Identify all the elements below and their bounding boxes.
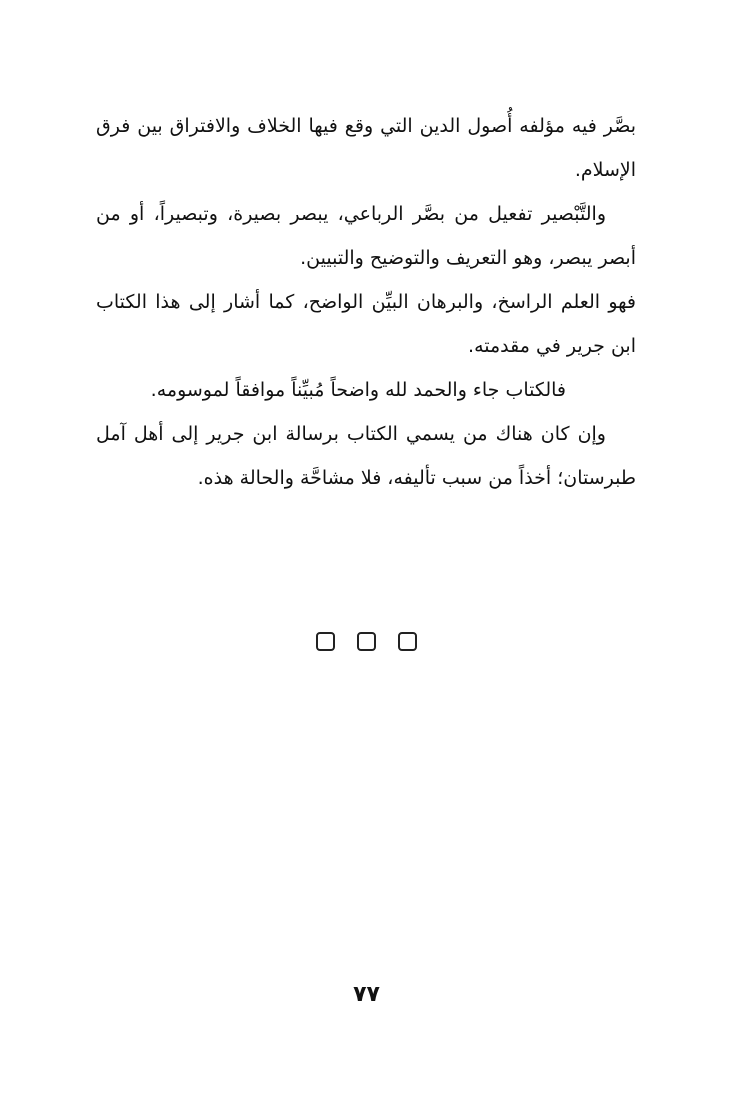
square-icon	[316, 632, 335, 651]
paragraph-1: بصَّر فيه مؤلفه أُصول الدين التي وقع فيها الخلاف والافتراق بين فرق الإسلام.	[96, 115, 636, 181]
paragraph-4: فالكتاب جاء والحمد لله واضحاً مُبيِّناً موافقاً لموسومه.	[150, 379, 566, 401]
body-text	[96, 104, 636, 500]
paragraph-5: وإن كان هناك من يسمي الكتاب برسالة ابن جرير إلى أهل آمل طبرستان؛ أخذاً من سبب تأليفه، فلا مشاحَّة والحالة هذه.	[96, 423, 636, 489]
paragraph-3: فهو العلم الراسخ، والبرهان البيِّن الواضح، كما أشار إلى هذا الكتاب ابن جرير في مقدمته.	[96, 291, 636, 357]
square-icon	[357, 632, 376, 651]
page-number: ٧٧	[353, 982, 380, 1007]
paragraph-2: والتَّبْصير تفعيل من بصَّر الرباعي، يبصر بصيرة، وتبصيراً، أو من أبصر يبصر، وهو التعريف والتوضيح والتبيين.	[96, 203, 636, 269]
section-divider	[0, 632, 733, 651]
square-icon	[398, 632, 417, 651]
